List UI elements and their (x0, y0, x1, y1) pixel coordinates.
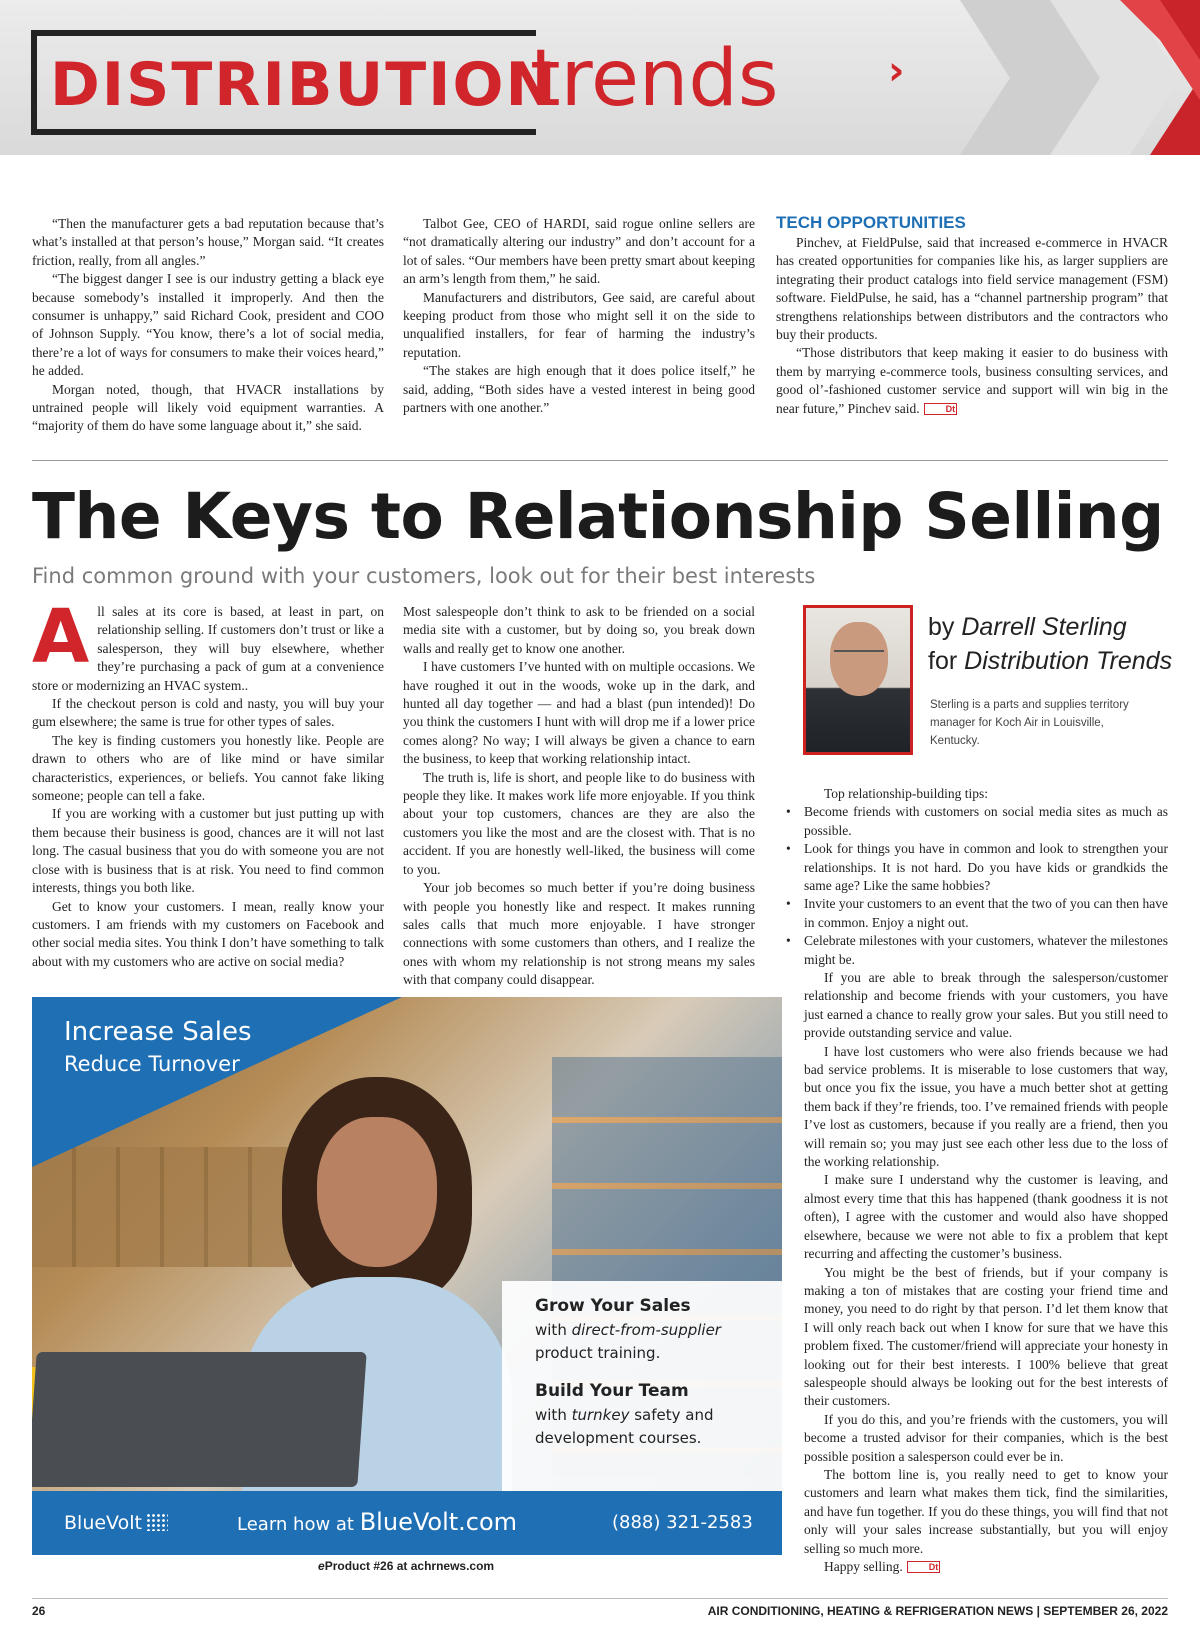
paragraph: The truth is, life is short, and people like to do business with people they like. It makes work life more enjoyable. If you think about your top customers, chances are they are also the customers you like the most and are the closest with. That is no accident. If you are honestly well-liked, the business will come to you. (403, 769, 755, 877)
ad-cta[interactable]: Learn how at BlueVolt.com (237, 1508, 518, 1536)
paragraph: Get to know your customers. I mean, really know your customers. I am friends with my customers on Facebook and other social media sites. You think I don’t have something to talk about with my customers who are active on social media? (32, 898, 384, 969)
paragraph: The key is finding customers you honestly like. People are drawn to others who are of like mind or have similar characteristics, experiences, or beliefs. You cannot fake liking someone; people can tell a fake. (32, 732, 384, 804)
author-name: Darrell Sterling (961, 613, 1127, 641)
list-item: • Celebrate milestones with your customers, whatever the milestones might be. (784, 932, 1168, 969)
list-item: • Invite your customers to an event that the two of you can then have in common. Enjoy a night out. (784, 895, 1168, 932)
ad-phone[interactable]: (888) 321-2583 (612, 1512, 753, 1533)
masthead (0, 0, 1200, 155)
end-mark-icon: Dt (924, 403, 958, 415)
ad-url-link[interactable]: BlueVolt.com (359, 1508, 518, 1536)
paragraph: If you are able to break through the salesperson/customer relationship and become friends with your customers, you have just earned a chance to really grow your sales. But you still need to provide outstanding service and value. (804, 970, 1168, 1041)
article-subtitle: Find common ground with your customers, look out for their best interests (32, 564, 816, 588)
lead-paragraph: All sales at its core is based, at least in part, on relationship selling. If customers don’t trust or like a salesperson, they will buy elsewhere, whether they’re purchasing a pack of gum at a convenience store or modernizing an HVAC system.. (32, 594, 384, 693)
end-mark-icon: Dt (907, 1561, 941, 1573)
paragraph: “The biggest danger I see is our industry getting a black eye because somebody’s installed it improperly. And then the consumer is unhappy,” said Richard Cook, president and COO of Johnson Supply. “You know, there’s a lot of social media, there’re a lot of ways for consumers to make their voices heard,” he added. (32, 271, 384, 379)
author-publication: Distribution Trends (964, 647, 1173, 675)
paragraph: Talbot Gee, CEO of HARDI, said rogue online sellers are “not dramatically altering our industry” and don’t account for a lot of sales. “Our members have been pretty smart about keeping an arm’s length from them,” he said. (403, 216, 755, 287)
ad-box-title: Grow Your Sales (535, 1296, 691, 1316)
author-photo (803, 605, 913, 755)
section-divider (32, 460, 1168, 461)
article-column-2 (403, 603, 755, 990)
page-number: 26 (32, 1604, 46, 1618)
paragraph: If you are working with a customer but just putting up with them because their business is good, chances are it will not last long. The casual business that you do with someone you are not close with is business that is at risk. You need to find common interests, things you both like. (32, 806, 384, 896)
chevron-right-icon: › (888, 48, 905, 94)
list-item: • Look for things you have in common and look to strengthen your relationships. It is not hard. Do you have kids or grandkids the same age? Like the same hobbies? (784, 840, 1168, 895)
ad-box-text: with turnkey safety and development courses. (535, 1406, 714, 1447)
paragraph: If you do this, and you’re friends with the customers, you will become a trusted advisor for their companies, which is the best possible position a salesperson could ever be in. (804, 1411, 1168, 1464)
paragraph: “The stakes are high enough that it does police itself,” he said, adding, “Both sides have a vested interest in being good partners with one another.” (403, 363, 755, 416)
paragraph: I have lost customers who were also friends because we had bad service problems. It is miserable to lose customers that way, but once you fix the issue, you have a much better shot at getting them back if they’re friends, too. I’ve remained friends with people I’ve lost as customers, because if you really are a friend, then you will remain so; you may just see each other less due to the loss of the working relationship. (804, 1043, 1168, 1170)
list-item: • Become friends with customers on social media sites as much as possible. (784, 803, 1168, 840)
tips-list (784, 803, 1168, 969)
article-column-1 (32, 594, 384, 971)
paragraph: Most salespeople don’t think to ask to be friended on a social media site with a customer, but by doing so, you break down walls and really get to know one another. (403, 604, 755, 656)
paragraph: Pinchev, at FieldPulse, said that increased e-commerce in HVACR has created opportunities for companies like his, as larger suppliers are integrating their product catalogs into field service management (FSM) software. FieldPulse, he said, has a “channel partnership program” that strengthens relationships between distributors and the contractors who buy their products. (776, 235, 1168, 343)
logo-trends: trends (530, 34, 779, 124)
ad-headline: Increase Sales (64, 1017, 252, 1047)
paragraph: I make sure I understand why the customer is leaving, and almost every time that this has happened (thank goodness it is not often), I agree with the customer and would also have shopped elsewhere, because we were not able to fix a problem that kept recurring and affecting the customer’s business. (804, 1172, 1168, 1262)
paragraph: The bottom line is, you really need to get to know your customers and learn what makes them tick, find the similarities, and have fun together. If you do these things, you will find that not only will your sales increase substantially, but you will enjoy selling so much more. (804, 1466, 1168, 1556)
ad-footer-bar (32, 1491, 782, 1555)
footer-publication: AIR CONDITIONING, HEATING & REFRIGERATION NEWS | SEPTEMBER 26, 2022 (707, 1604, 1168, 1618)
top-column-2 (403, 215, 755, 417)
author-byline: by Darrell Sterling for Distribution Trends (928, 613, 1173, 675)
section-heading: TECH OPPORTUNITIES (776, 213, 966, 232)
drop-cap: A (32, 594, 90, 680)
paragraph: Manufacturers and distributors, Gee said, are careful about keeping product from those who might sell it on the side to unqualified installers, for fear of harming the industry’s reputation. (403, 289, 755, 360)
glasses-icon (834, 650, 884, 660)
dots-icon (146, 1513, 168, 1531)
ad-box-text: with direct-from-supplier product training. (535, 1321, 721, 1362)
eproduct-reference[interactable]: eProduct #26 at achrnews.com (318, 1559, 495, 1573)
article-title: The Keys to Relationship Selling (32, 480, 1164, 553)
paragraph: “Those distributors that keep making it easier to do business with them by marrying e-commerce tools, business consulting services, and good ol’-fashioned customer service and support will win big in the near future,” Pinchev said. Dt (776, 345, 1168, 416)
article-column-3 (804, 785, 1168, 969)
paragraph: I have customers I’ve hunted with on multiple occasions. We have roughed it out in the woods, woke up in the dark, and hunted all day together — and had a blast (pun intended)! Do you think the customers I hunt with will drop me if a lower price comes along? No way; I will always be given a chance to earn the business, to keep that working relationship intact. (403, 659, 755, 767)
author-bio: Sterling is a parts and supplies territory manager for Koch Air in Louisville, Kentucky. (930, 699, 1129, 747)
paragraph: Morgan noted, though, that HVACR installations by untrained people will likely void equipment warranties. A “majority of them do have some language about it,” she said. (32, 381, 384, 434)
bluevolt-logo: BlueVolt (64, 1508, 168, 1538)
ad-subheadline: Reduce Turnover (64, 1052, 240, 1076)
logo-distribution: DISTRIBUTION (50, 50, 558, 120)
top-column-3 (776, 213, 1168, 418)
tips-intro: Top relationship-building tips: (824, 786, 989, 801)
paragraph: You might be the best of friends, but if your company is making a ton of mistakes that are costing your friend time and money, you need to do right by that person. I’d let them know that I will only reach back out when I know for sure that we have this problem fixed. The customer/friend will appreciate your honesty in looking out for their best interests. I 100% believe that great salespeople should always be looking out for the best interests of their customers. (804, 1264, 1168, 1409)
top-column-1 (32, 215, 384, 436)
laptop (32, 1352, 367, 1487)
bluevolt-advertisement[interactable] (32, 997, 782, 1555)
ad-box-title: Build Your Team (535, 1381, 689, 1401)
paragraph: Happy selling. Dt (824, 1559, 939, 1574)
paragraph: “Then the manufacturer gets a bad reputation because that’s what’s installed at that person’s house,” Morgan said. “It creates friction, really, from all angles.” (32, 216, 384, 268)
paragraph: Your job becomes so much better if you’re doing business with people you honestly like and respect. It makes running sales calls that much more enjoyable. I have stronger connections with some customers than others, and I realize the ones with whom my relationship is not strong means my sales with that company could disappear. (403, 880, 755, 988)
article-column-3-cont (804, 969, 1168, 1576)
paragraph: If the checkout person is cold and nasty, you will buy your gum elsewhere; the same is true for other types of sales. (32, 696, 384, 730)
footer-divider (32, 1598, 1168, 1599)
